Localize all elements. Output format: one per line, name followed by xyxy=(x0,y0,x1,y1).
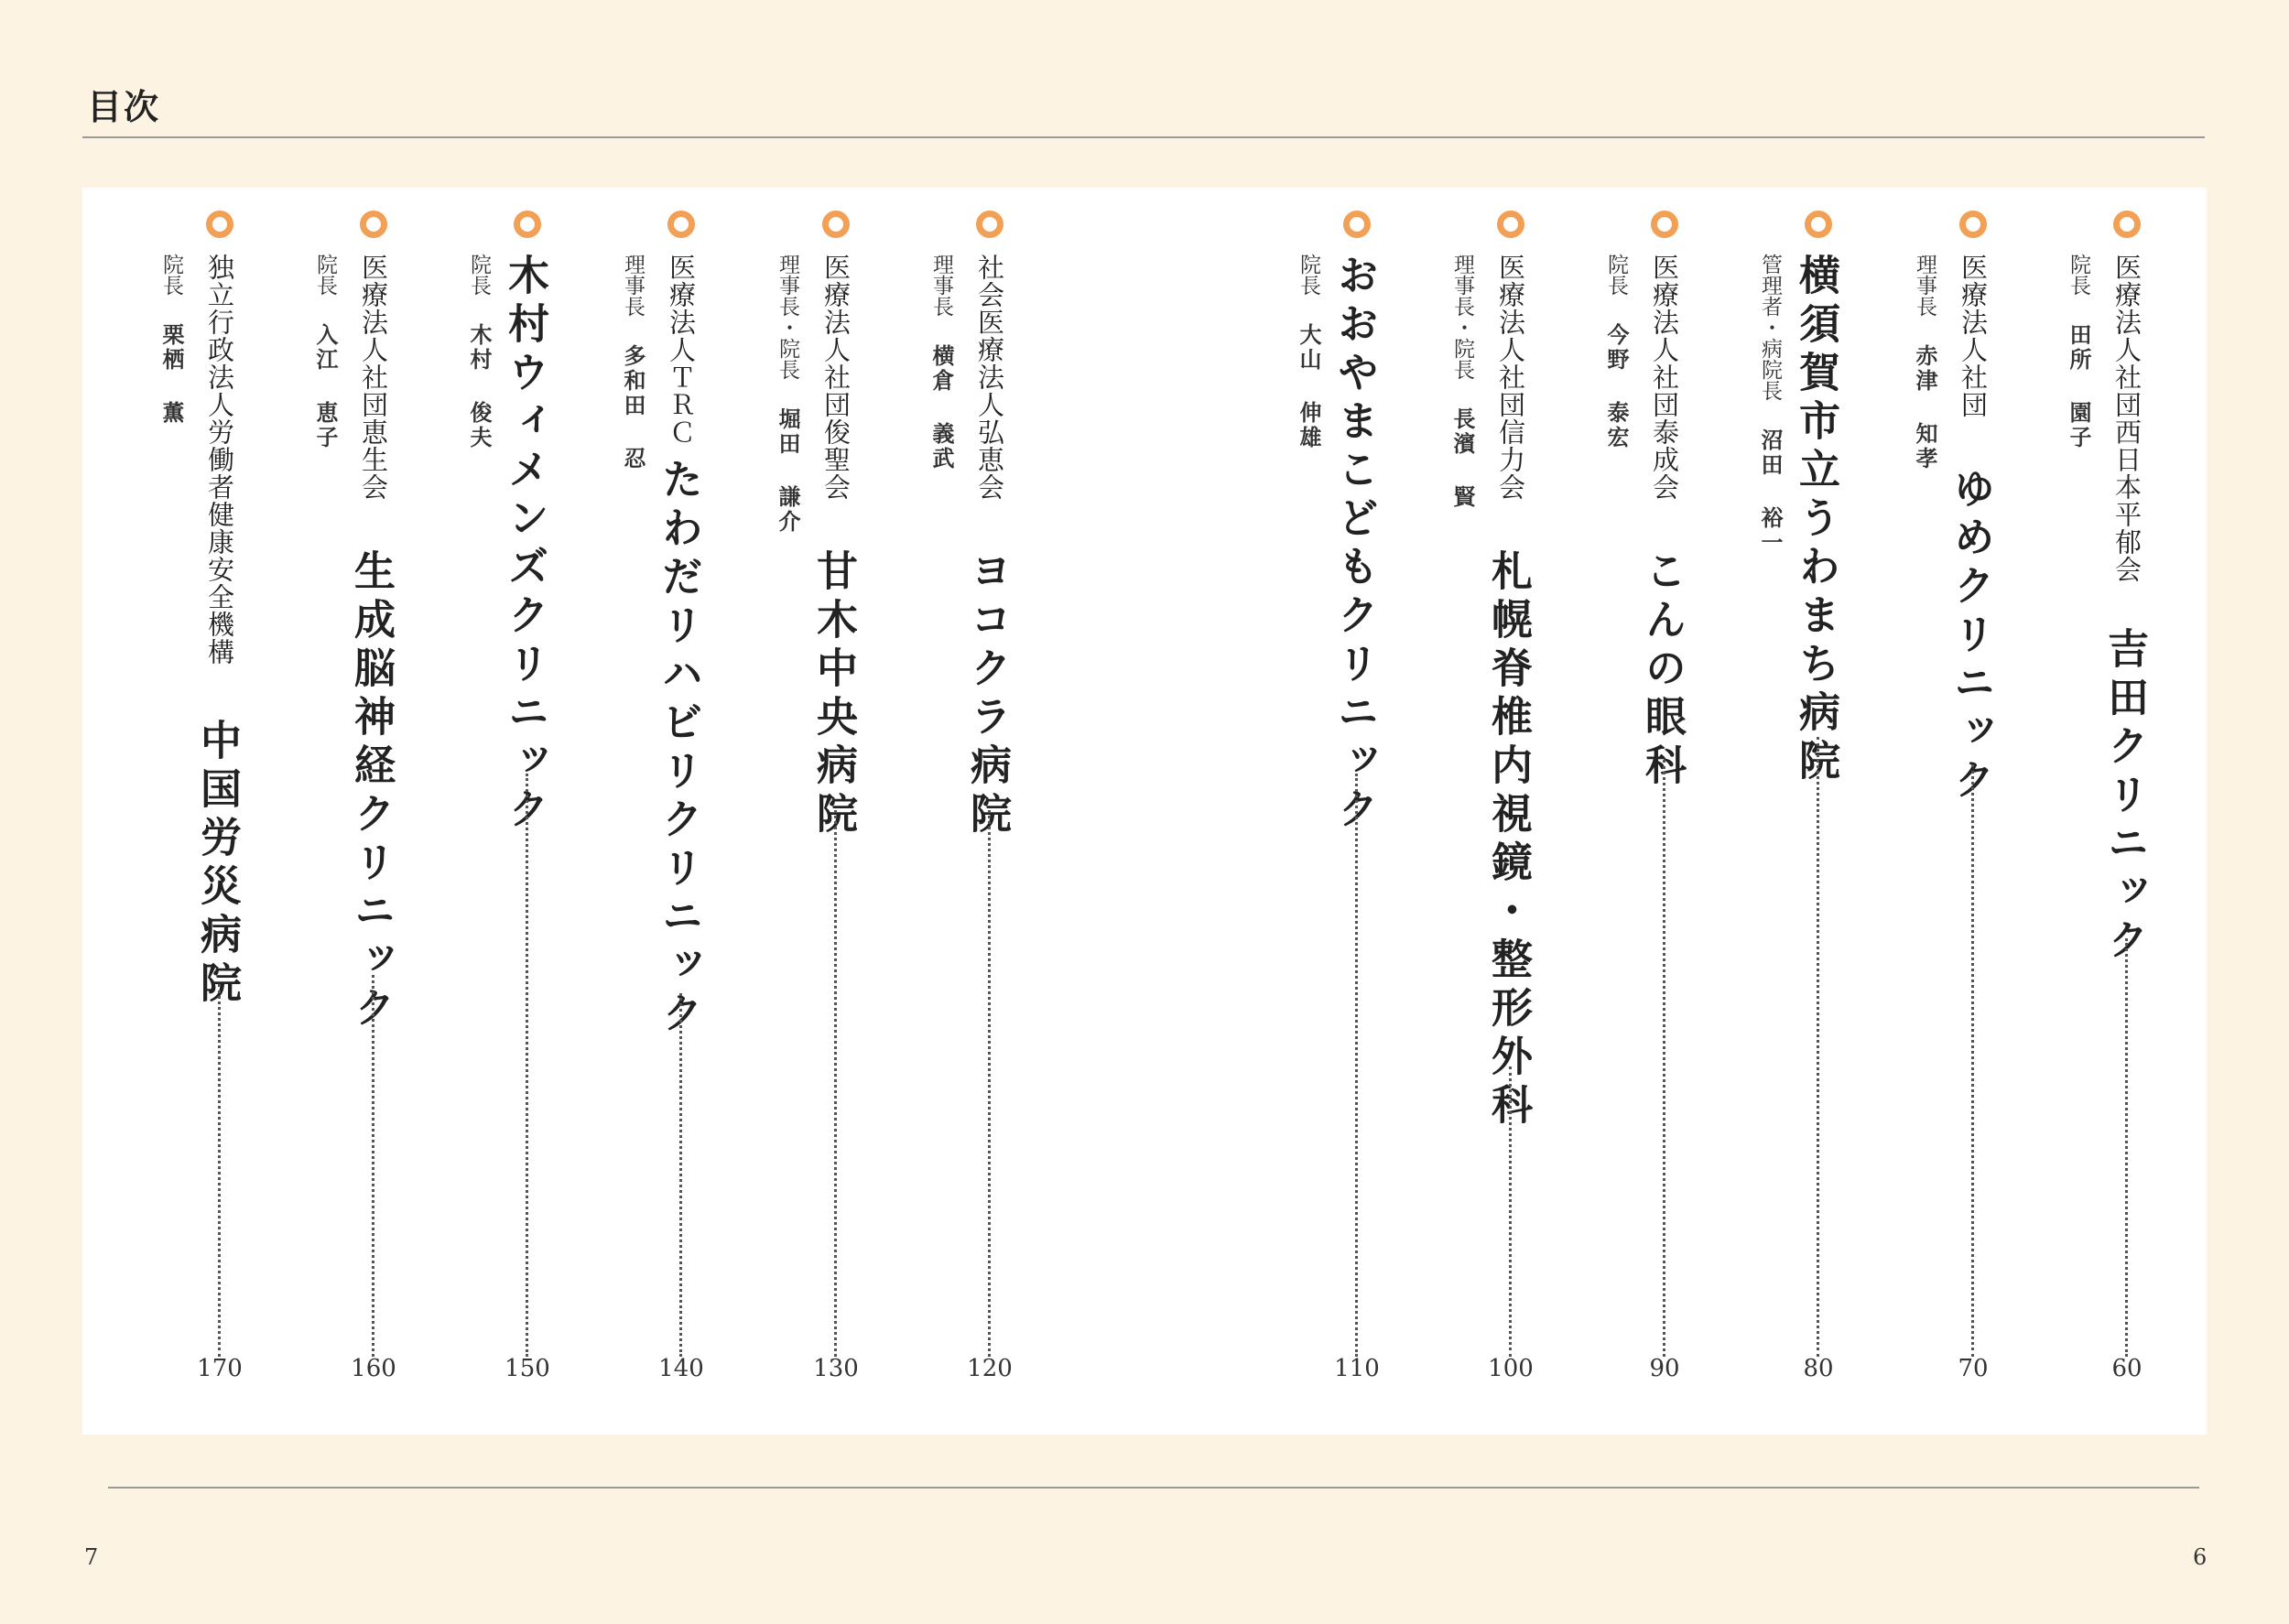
entry-person: 大山 伸雄 xyxy=(1296,323,1321,450)
entry-person: 今野 泰宏 xyxy=(1603,323,1629,450)
entry-person: 沼田 裕一 xyxy=(1757,428,1783,556)
entry-page-number[interactable]: 150 xyxy=(504,1355,550,1382)
entry-clinic-name[interactable]: 横須賀市立うわまち病院 xyxy=(1792,254,1840,787)
entry-organization: 医療法人社団 xyxy=(1958,254,1989,418)
dot-leader xyxy=(834,810,837,1357)
entry-clinic-name[interactable]: ゆめクリニック xyxy=(1947,467,1995,807)
entry-page-number[interactable]: 170 xyxy=(197,1355,243,1382)
entry-page-number[interactable]: 120 xyxy=(967,1355,1013,1382)
entry-page-number[interactable]: 140 xyxy=(658,1355,704,1382)
header-divider xyxy=(82,136,2205,138)
bullet-icon xyxy=(822,211,850,238)
entry-clinic-name[interactable]: 生成脳神経クリニック xyxy=(347,549,396,1034)
entry-person: 入江 恵子 xyxy=(312,323,338,450)
entry-position-label: 院長 xyxy=(313,254,337,296)
dot-leader xyxy=(526,774,528,1357)
entry-position xyxy=(1297,254,1319,450)
entry-clinic-name[interactable]: 木村ウィメンズクリニック xyxy=(501,254,549,836)
entry-organization: 医療法人社団信力会 xyxy=(1495,254,1526,501)
bullet-icon xyxy=(206,211,233,238)
bullet-icon xyxy=(1497,211,1524,238)
entry-person: 多和田 忍 xyxy=(620,344,645,471)
entry-organization: 医療法人社団俊聖会 xyxy=(820,254,852,501)
entry-position xyxy=(1451,254,1473,510)
entry-page-number[interactable]: 130 xyxy=(813,1355,859,1382)
entry-position xyxy=(160,254,182,426)
entry-position xyxy=(930,254,952,471)
page-number-right: 6 xyxy=(2193,1544,2208,1570)
bullet-icon xyxy=(2113,211,2141,238)
entry-organization: 医療法人社団恵生会 xyxy=(358,254,389,501)
entry-organization: 社会医療法人弘恵会 xyxy=(974,254,1005,501)
entry-clinic-name[interactable]: ヨコクラ病院 xyxy=(963,549,1012,840)
bullet-icon xyxy=(1651,211,1678,238)
dot-leader xyxy=(372,975,374,1357)
entry-position-label: 理事長 xyxy=(621,254,645,317)
entry-position xyxy=(776,254,798,535)
entry-organization: 独立行政法人労働者健康安全機構 xyxy=(204,254,235,666)
bullet-icon xyxy=(976,211,1003,238)
bullet-icon xyxy=(360,211,387,238)
bullet-icon xyxy=(1959,211,1987,238)
entry-person: 横倉 義武 xyxy=(928,344,954,471)
dot-leader xyxy=(1509,1066,1512,1357)
entry-position-label: 理事長・院長 xyxy=(1450,254,1474,380)
entry-clinic-name[interactable]: 吉田クリニック xyxy=(2100,627,2149,967)
entry-clinic-name[interactable]: 中国労災病院 xyxy=(193,719,242,1010)
entry-page-number[interactable]: 110 xyxy=(1334,1355,1380,1382)
dot-leader xyxy=(679,993,682,1357)
entry-organization: 医療法人ＴＲＣ xyxy=(666,254,697,446)
entry-clinic-name[interactable]: たわだリハビリクリニック xyxy=(655,458,703,1040)
entry-person: 田所 園子 xyxy=(2066,323,2091,450)
dot-leader xyxy=(1355,774,1358,1357)
bullet-icon xyxy=(1805,211,1832,238)
dot-leader xyxy=(988,810,991,1357)
footer-divider xyxy=(108,1487,2199,1489)
entry-position-label: 院長 xyxy=(1604,254,1628,296)
entry-page-number[interactable]: 100 xyxy=(1488,1355,1534,1382)
entry-organization: 医療法人社団泰成会 xyxy=(1649,254,1680,501)
entry-clinic-name[interactable]: 甘木中央病院 xyxy=(809,549,858,840)
bullet-icon xyxy=(514,211,541,238)
entry-position-label: 院長 xyxy=(159,254,183,296)
entry-page-number[interactable]: 60 xyxy=(2111,1355,2143,1382)
dot-leader xyxy=(218,984,221,1357)
dot-leader xyxy=(1663,760,1665,1357)
dot-leader xyxy=(1971,764,1974,1357)
entry-position xyxy=(1914,254,1936,471)
bullet-icon xyxy=(667,211,695,238)
entry-person: 木村 俊夫 xyxy=(466,323,492,450)
entry-position xyxy=(622,254,644,471)
entry-position xyxy=(1759,254,1781,556)
entry-clinic-name[interactable]: こんの眼科 xyxy=(1638,549,1687,792)
entry-page-number[interactable]: 80 xyxy=(1803,1355,1834,1382)
dot-leader xyxy=(2125,938,2128,1357)
entry-position-label: 理事長 xyxy=(1913,254,1936,317)
entry-position xyxy=(468,254,490,450)
entry-position-label: 理事長 xyxy=(929,254,953,317)
bullet-icon xyxy=(1343,211,1371,238)
entry-clinic-name[interactable]: 札幌脊椎内視鏡・整形外科 xyxy=(1484,549,1533,1131)
entry-person: 栗栖 薫 xyxy=(158,323,184,426)
entry-position xyxy=(314,254,336,450)
toc-panel xyxy=(82,188,2207,1435)
page-number-left: 7 xyxy=(84,1544,99,1570)
entry-position-label: 院長 xyxy=(2067,254,2090,296)
entry-page-number[interactable]: 70 xyxy=(1958,1355,1989,1382)
entry-position-label: 管理者・病院長 xyxy=(1758,254,1782,401)
entry-page-number[interactable]: 160 xyxy=(351,1355,396,1382)
entry-position-label: 院長 xyxy=(1296,254,1320,296)
entry-person: 堀田 謙介 xyxy=(775,407,800,535)
entry-position-label: 院長 xyxy=(467,254,491,296)
entry-organization: 医療法人社団西日本平郁会 xyxy=(2111,254,2143,583)
dot-leader xyxy=(1817,737,1819,1357)
entry-person: 赤津 知孝 xyxy=(1912,344,1937,471)
entry-position-label: 理事長・院長 xyxy=(776,254,799,380)
page-title: 目次 xyxy=(87,87,161,127)
entry-position xyxy=(1605,254,1627,450)
entry-person: 長濱 賢 xyxy=(1449,407,1475,510)
entry-clinic-name[interactable]: おおやまこどもクリニック xyxy=(1330,254,1379,836)
entry-position xyxy=(2067,254,2089,450)
entry-page-number[interactable]: 90 xyxy=(1649,1355,1680,1382)
